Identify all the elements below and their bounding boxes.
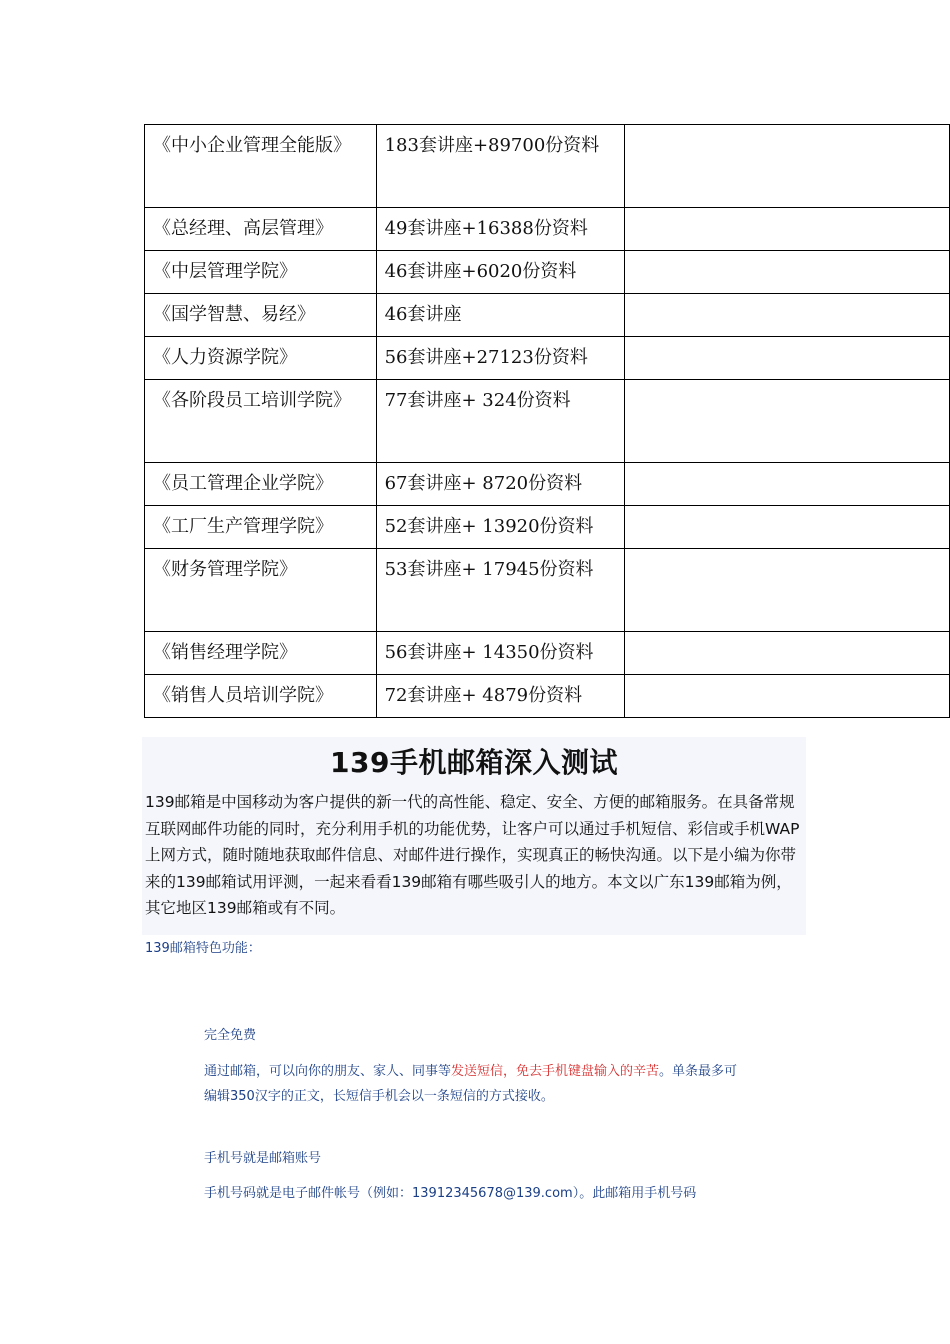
feature-free-text bbox=[204, 1059, 744, 1109]
feature-account-text: 手机号码就是电子邮件帐号（例如：13912345678@139.com）。此邮箱用手机号码 bbox=[204, 1186, 697, 1201]
course-name-cell: 《工厂生产管理学院》 bbox=[145, 506, 377, 549]
feature-account-title: 手机号就是邮箱账号 bbox=[204, 1151, 322, 1166]
table-row bbox=[145, 208, 950, 251]
empty-cell bbox=[624, 380, 949, 463]
empty-cell bbox=[624, 675, 949, 718]
course-name-cell: 《财务管理学院》 bbox=[145, 549, 377, 632]
course-content-cell: 46套讲座 bbox=[376, 294, 624, 337]
feature-free-highlight: 发送短信，免去手机键盘输入的辛苦 bbox=[451, 1064, 660, 1079]
course-content-cell: 56套讲座+27123份资料 bbox=[376, 337, 624, 380]
course-name-cell: 《中小企业管理全能版》 bbox=[145, 125, 377, 208]
course-content-cell: 56套讲座+ 14350份资料 bbox=[376, 632, 624, 675]
course-name-cell: 《各阶段员工培训学院》 bbox=[145, 380, 377, 463]
course-content-cell: 52套讲座+ 13920份资料 bbox=[376, 506, 624, 549]
table-row bbox=[145, 125, 950, 208]
article-title: 139手机邮箱深入测试 bbox=[330, 746, 618, 779]
course-name-cell: 《总经理、高层管理》 bbox=[145, 208, 377, 251]
course-content-cell: 49套讲座+16388份资料 bbox=[376, 208, 624, 251]
course-name-cell: 《员工管理企业学院》 bbox=[145, 463, 377, 506]
table-body bbox=[145, 125, 950, 718]
course-name-cell: 《销售经理学院》 bbox=[145, 632, 377, 675]
course-content-cell: 72套讲座+ 4879份资料 bbox=[376, 675, 624, 718]
course-content-cell: 46套讲座+6020份资料 bbox=[376, 251, 624, 294]
intro-block bbox=[142, 737, 806, 935]
course-name-cell: 《销售人员培训学院》 bbox=[145, 675, 377, 718]
course-content-cell: 77套讲座+ 324份资料 bbox=[376, 380, 624, 463]
empty-cell bbox=[624, 549, 949, 632]
course-name-cell: 《中层管理学院》 bbox=[145, 251, 377, 294]
course-content-cell: 53套讲座+ 17945份资料 bbox=[376, 549, 624, 632]
table-row bbox=[145, 380, 950, 463]
feature-free-text-b: 。单条最多可编辑350汉字的正文，长短信手机会以一条短信的方式接收。 bbox=[204, 1064, 738, 1104]
course-name-cell: 《人力资源学院》 bbox=[145, 337, 377, 380]
table-row bbox=[145, 251, 950, 294]
feature-free-title: 完全免费 bbox=[204, 1028, 257, 1043]
course-content-cell: 67套讲座+ 8720份资料 bbox=[376, 463, 624, 506]
course-name-cell: 《国学智慧、易经》 bbox=[145, 294, 377, 337]
empty-cell bbox=[624, 632, 949, 675]
empty-cell bbox=[624, 294, 949, 337]
feature-free-text-a: 通过邮箱，可以向你的朋友、家人、同事等 bbox=[204, 1064, 452, 1079]
table-row bbox=[145, 506, 950, 549]
course-table bbox=[144, 124, 950, 718]
features-heading: 139邮箱特色功能： bbox=[145, 941, 261, 956]
empty-cell bbox=[624, 506, 949, 549]
empty-cell bbox=[624, 125, 949, 208]
course-content-cell: 183套讲座+89700份资料 bbox=[376, 125, 624, 208]
empty-cell bbox=[624, 251, 949, 294]
empty-cell bbox=[624, 337, 949, 380]
table-row bbox=[145, 632, 950, 675]
empty-cell bbox=[624, 208, 949, 251]
table-row bbox=[145, 675, 950, 718]
table-row bbox=[145, 463, 950, 506]
table-row bbox=[145, 294, 950, 337]
table-row bbox=[145, 549, 950, 632]
intro-paragraph: 139邮箱是中国移动为客户提供的新一代的高性能、稳定、安全、方便的邮箱服务。在具备常规互联网邮件功能的同时，充分利用手机的功能优势，让客户可以通过手机短信、彩信或手机WAP上网方式，随时随地获取邮件信息、对邮件进行操作，实现真正的畅快沟通。以下是小编为你带来的139邮箱试用评测，一起来看看139邮箱有哪些吸引人的地方。本文以广东139邮箱为例，其它地区139邮箱或有不同。 bbox=[145, 793, 800, 917]
empty-cell bbox=[624, 463, 949, 506]
table-row bbox=[145, 337, 950, 380]
